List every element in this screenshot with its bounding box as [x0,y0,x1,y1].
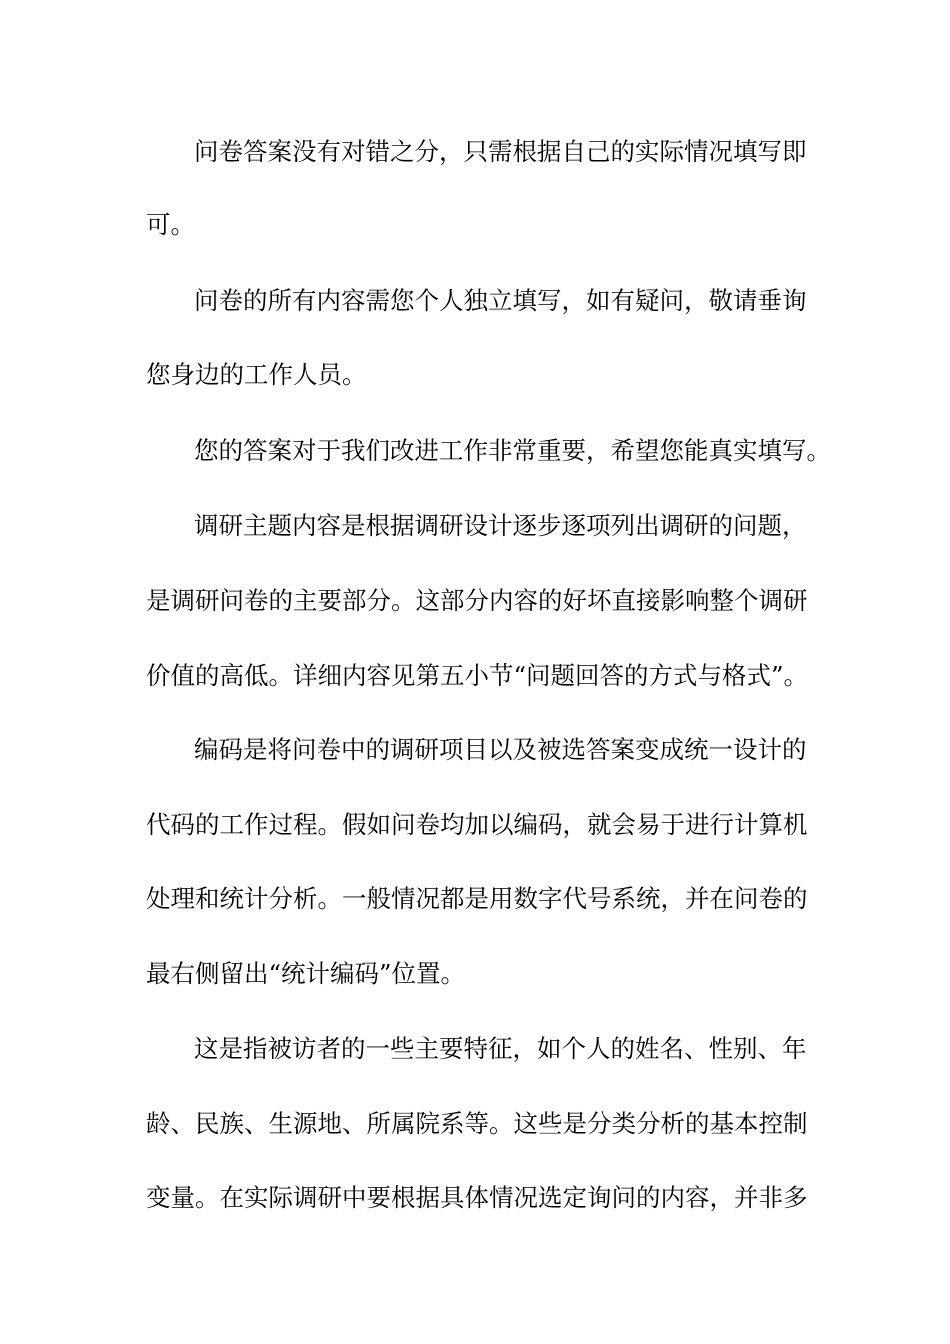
paragraph-2-line-2: 您身边的工作人员。 [146,360,367,389]
paragraph-5-line-3: 处理和统计分析。一般情况都是用数字代号系统，并在问卷的 [146,884,808,913]
paragraph-5-line-2: 代码的工作过程。假如问卷均加以编码，就会易于进行计算机 [146,810,808,839]
paragraph-2-line-1: 问卷的所有内容需您个人独立填写，如有疑问，敬请垂询 [194,286,807,315]
paragraph-1-line-2: 可。 [146,210,195,239]
paragraph-6-line-3: 变量。在实际调研中要根据具体情况选定询问的内容，并非多 [146,1183,808,1212]
paragraph-5-line-4: 最右侧留出“统计编码”位置。 [146,959,466,988]
paragraph-4-line-2: 是调研问卷的主要部分。这部分内容的好坏直接影响整个调研 [146,586,808,615]
paragraph-4-line-1: 调研主题内容是根据调研设计逐步逐项列出调研的问题， [194,511,807,540]
paragraph-5-line-1: 编码是将问卷中的调研项目以及被选答案变成统一设计的 [194,735,807,764]
paragraph-6-line-1: 这是指被访者的一些主要特征，如个人的姓名、性别、年 [194,1034,807,1063]
paragraph-1-line-1: 问卷答案没有对错之分，只需根据自己的实际情况填写即 [194,137,807,166]
paragraph-4-line-3: 价值的高低。详细内容见第五小节“问题回答的方式与格式”。 [146,661,809,690]
paragraph-6-line-2: 龄、民族、生源地、所属院系等。这些是分类分析的基本控制 [146,1109,808,1138]
paragraph-3-line-1: 您的答案对于我们改进工作非常重要，希望您能真实填写。 [194,436,831,465]
